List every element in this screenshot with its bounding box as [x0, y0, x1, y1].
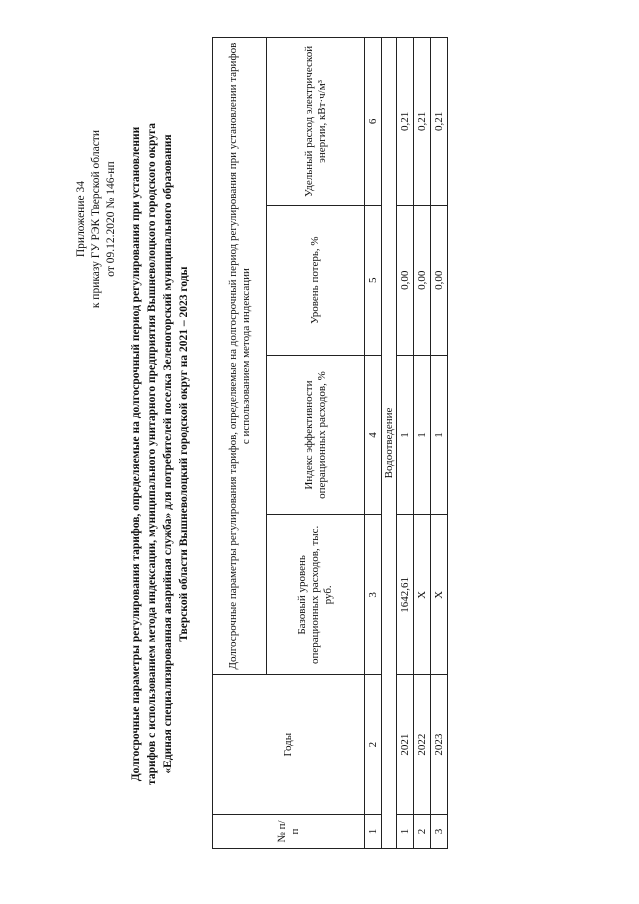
row-year: 2021	[397, 675, 414, 815]
col-number: 2	[365, 675, 382, 815]
section-title: Водоотведение	[382, 38, 397, 849]
appendix-line: к приказу ГУ РЭК Тверской области	[90, 130, 102, 309]
title-line: Тверской области Вышневолоцкий городской округ на 2021 – 2023 годы	[178, 266, 190, 642]
row-index: 1	[397, 355, 414, 515]
parameters-table	[212, 37, 448, 849]
header-energy: Удельный расход электрической энергии, кВт·ч/м³	[267, 38, 365, 206]
col-number: 1	[365, 815, 382, 849]
col-number: 3	[365, 515, 382, 675]
header-years: Годы	[213, 675, 365, 815]
col-number: 4	[365, 355, 382, 515]
header-index: Индекс эффективности операционных расходов, %	[267, 355, 365, 515]
row-base: X	[414, 515, 431, 675]
row-index: 1	[414, 355, 431, 515]
header-losses: Уровень потерь, %	[267, 205, 365, 355]
row-year: 2023	[431, 675, 448, 815]
document-title	[128, 44, 192, 864]
row-num: 3	[431, 815, 448, 849]
row-num: 2	[414, 815, 431, 849]
section-row	[382, 38, 397, 849]
header-group: Долгосрочные параметры регулирования тарифов, определяемые на долгосрочный период регулирования при установлении тарифов с использованием метода индексации	[213, 38, 267, 675]
col-number: 6	[365, 38, 382, 206]
row-energy: 0,21	[397, 38, 414, 206]
row-base: 1642,61	[397, 515, 414, 675]
row-index: 1	[431, 355, 448, 515]
table-row	[431, 38, 448, 849]
row-year: 2022	[414, 675, 431, 815]
header-row	[213, 38, 267, 849]
row-energy: 0,21	[431, 38, 448, 206]
title-line: тарифов с использованием метода индексации, муниципального унитарного предприятия Вышневолоцкого городского округа	[146, 123, 158, 785]
column-number-row	[365, 38, 382, 849]
col-number: 5	[365, 205, 382, 355]
appendix-line: Приложение 34	[75, 181, 87, 258]
row-losses: 0,00	[431, 205, 448, 355]
header-num: № п/п	[213, 815, 365, 849]
header-base: Базовый уровень операционных расходов, тыс. руб.	[267, 515, 365, 675]
appendix-header	[74, 130, 119, 308]
row-losses: 0,00	[414, 205, 431, 355]
row-losses: 0,00	[397, 205, 414, 355]
row-num: 1	[397, 815, 414, 849]
row-energy: 0,21	[414, 38, 431, 206]
appendix-line: от 09.12.2020 № 146-нп	[105, 161, 117, 277]
row-base: X	[431, 515, 448, 675]
title-line: «Единая специализированная аварийная служба» для потребителей поселка Зеленогорский муниципального образования	[162, 134, 174, 774]
title-line: Долгосрочные параметры регулирования тарифов, определяемые на долгосрочный период регулирования при установлении	[130, 126, 142, 782]
table-row	[397, 38, 414, 849]
table-row	[414, 38, 431, 849]
